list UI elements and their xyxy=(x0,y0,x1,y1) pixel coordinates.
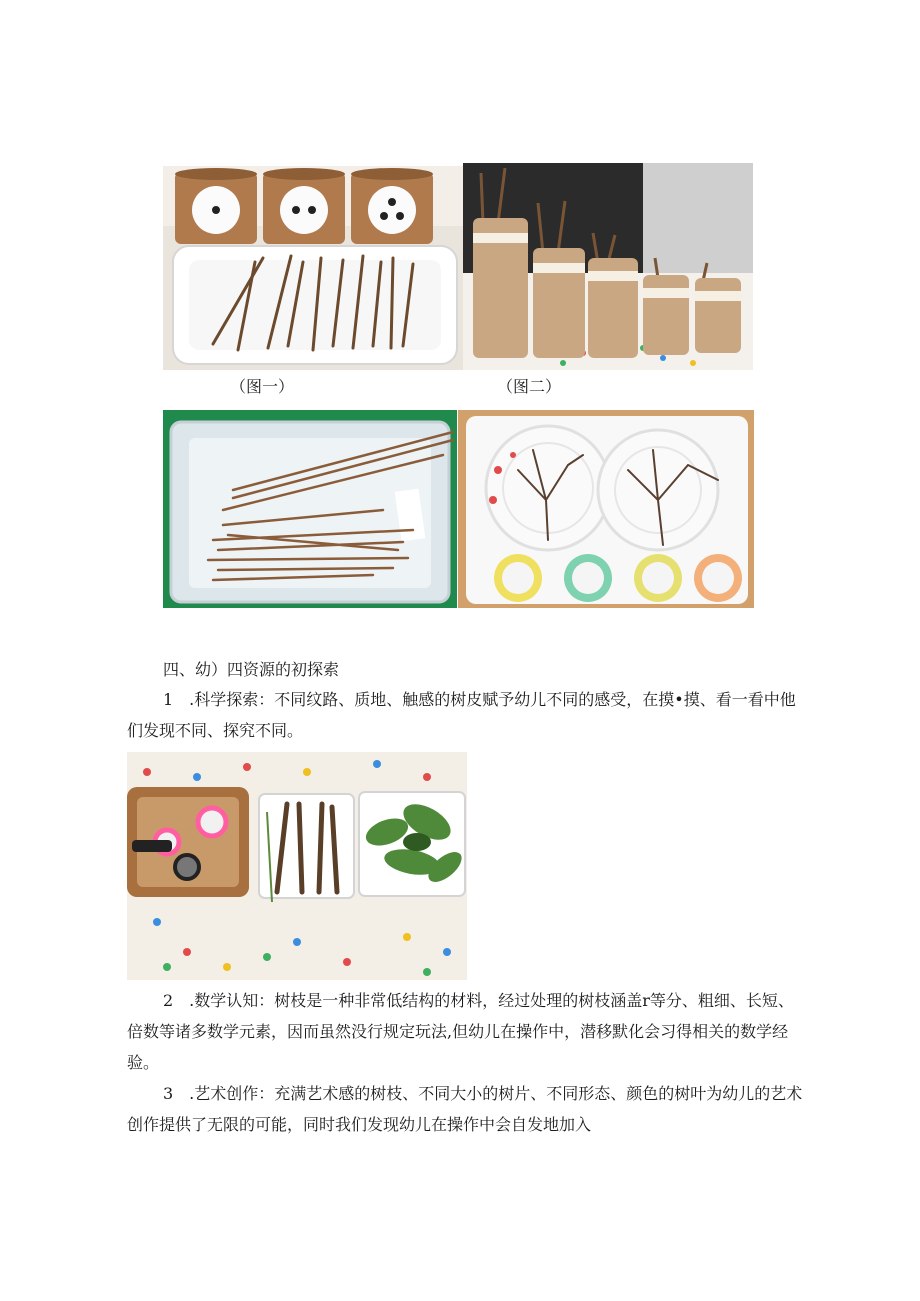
section-heading: 四、幼）四资源的初探索 xyxy=(163,660,340,679)
photo-exploration-trays xyxy=(127,752,467,980)
paragraph-math: 2 .数学认知：树枝是一种非常低结构的材料，经过处理的树枝涵盖r等分、粗细、长短、倍数等诸多数学元素，因而虽然没行规定玩法,但幼儿在操作中，潜移默化会习得相关的数学经验。 xyxy=(127,991,794,1072)
photo-counting-cups xyxy=(163,166,463,370)
figure-caption-1: （图一） xyxy=(230,377,295,396)
paragraph-science: 1 .科学探索：不同纹路、质地、触感的树皮赋予幼儿不同的感受，在摸•摸、看一看中他们发现不同、探究不同。 xyxy=(127,690,796,740)
photo-stick-tubes xyxy=(463,163,753,370)
photo-plates-clay xyxy=(458,410,754,608)
photo-branch-tray xyxy=(163,410,457,608)
paragraph-art: 3 .艺术创作：充满艺术感的树枝、不同大小的树片、不同形态、颜色的树叶为幼儿的艺术创作提供了无限的可能，同时我们发现幼儿在操作中会自发地加入 xyxy=(127,1084,803,1134)
figure-caption-2: （图二） xyxy=(497,377,562,396)
